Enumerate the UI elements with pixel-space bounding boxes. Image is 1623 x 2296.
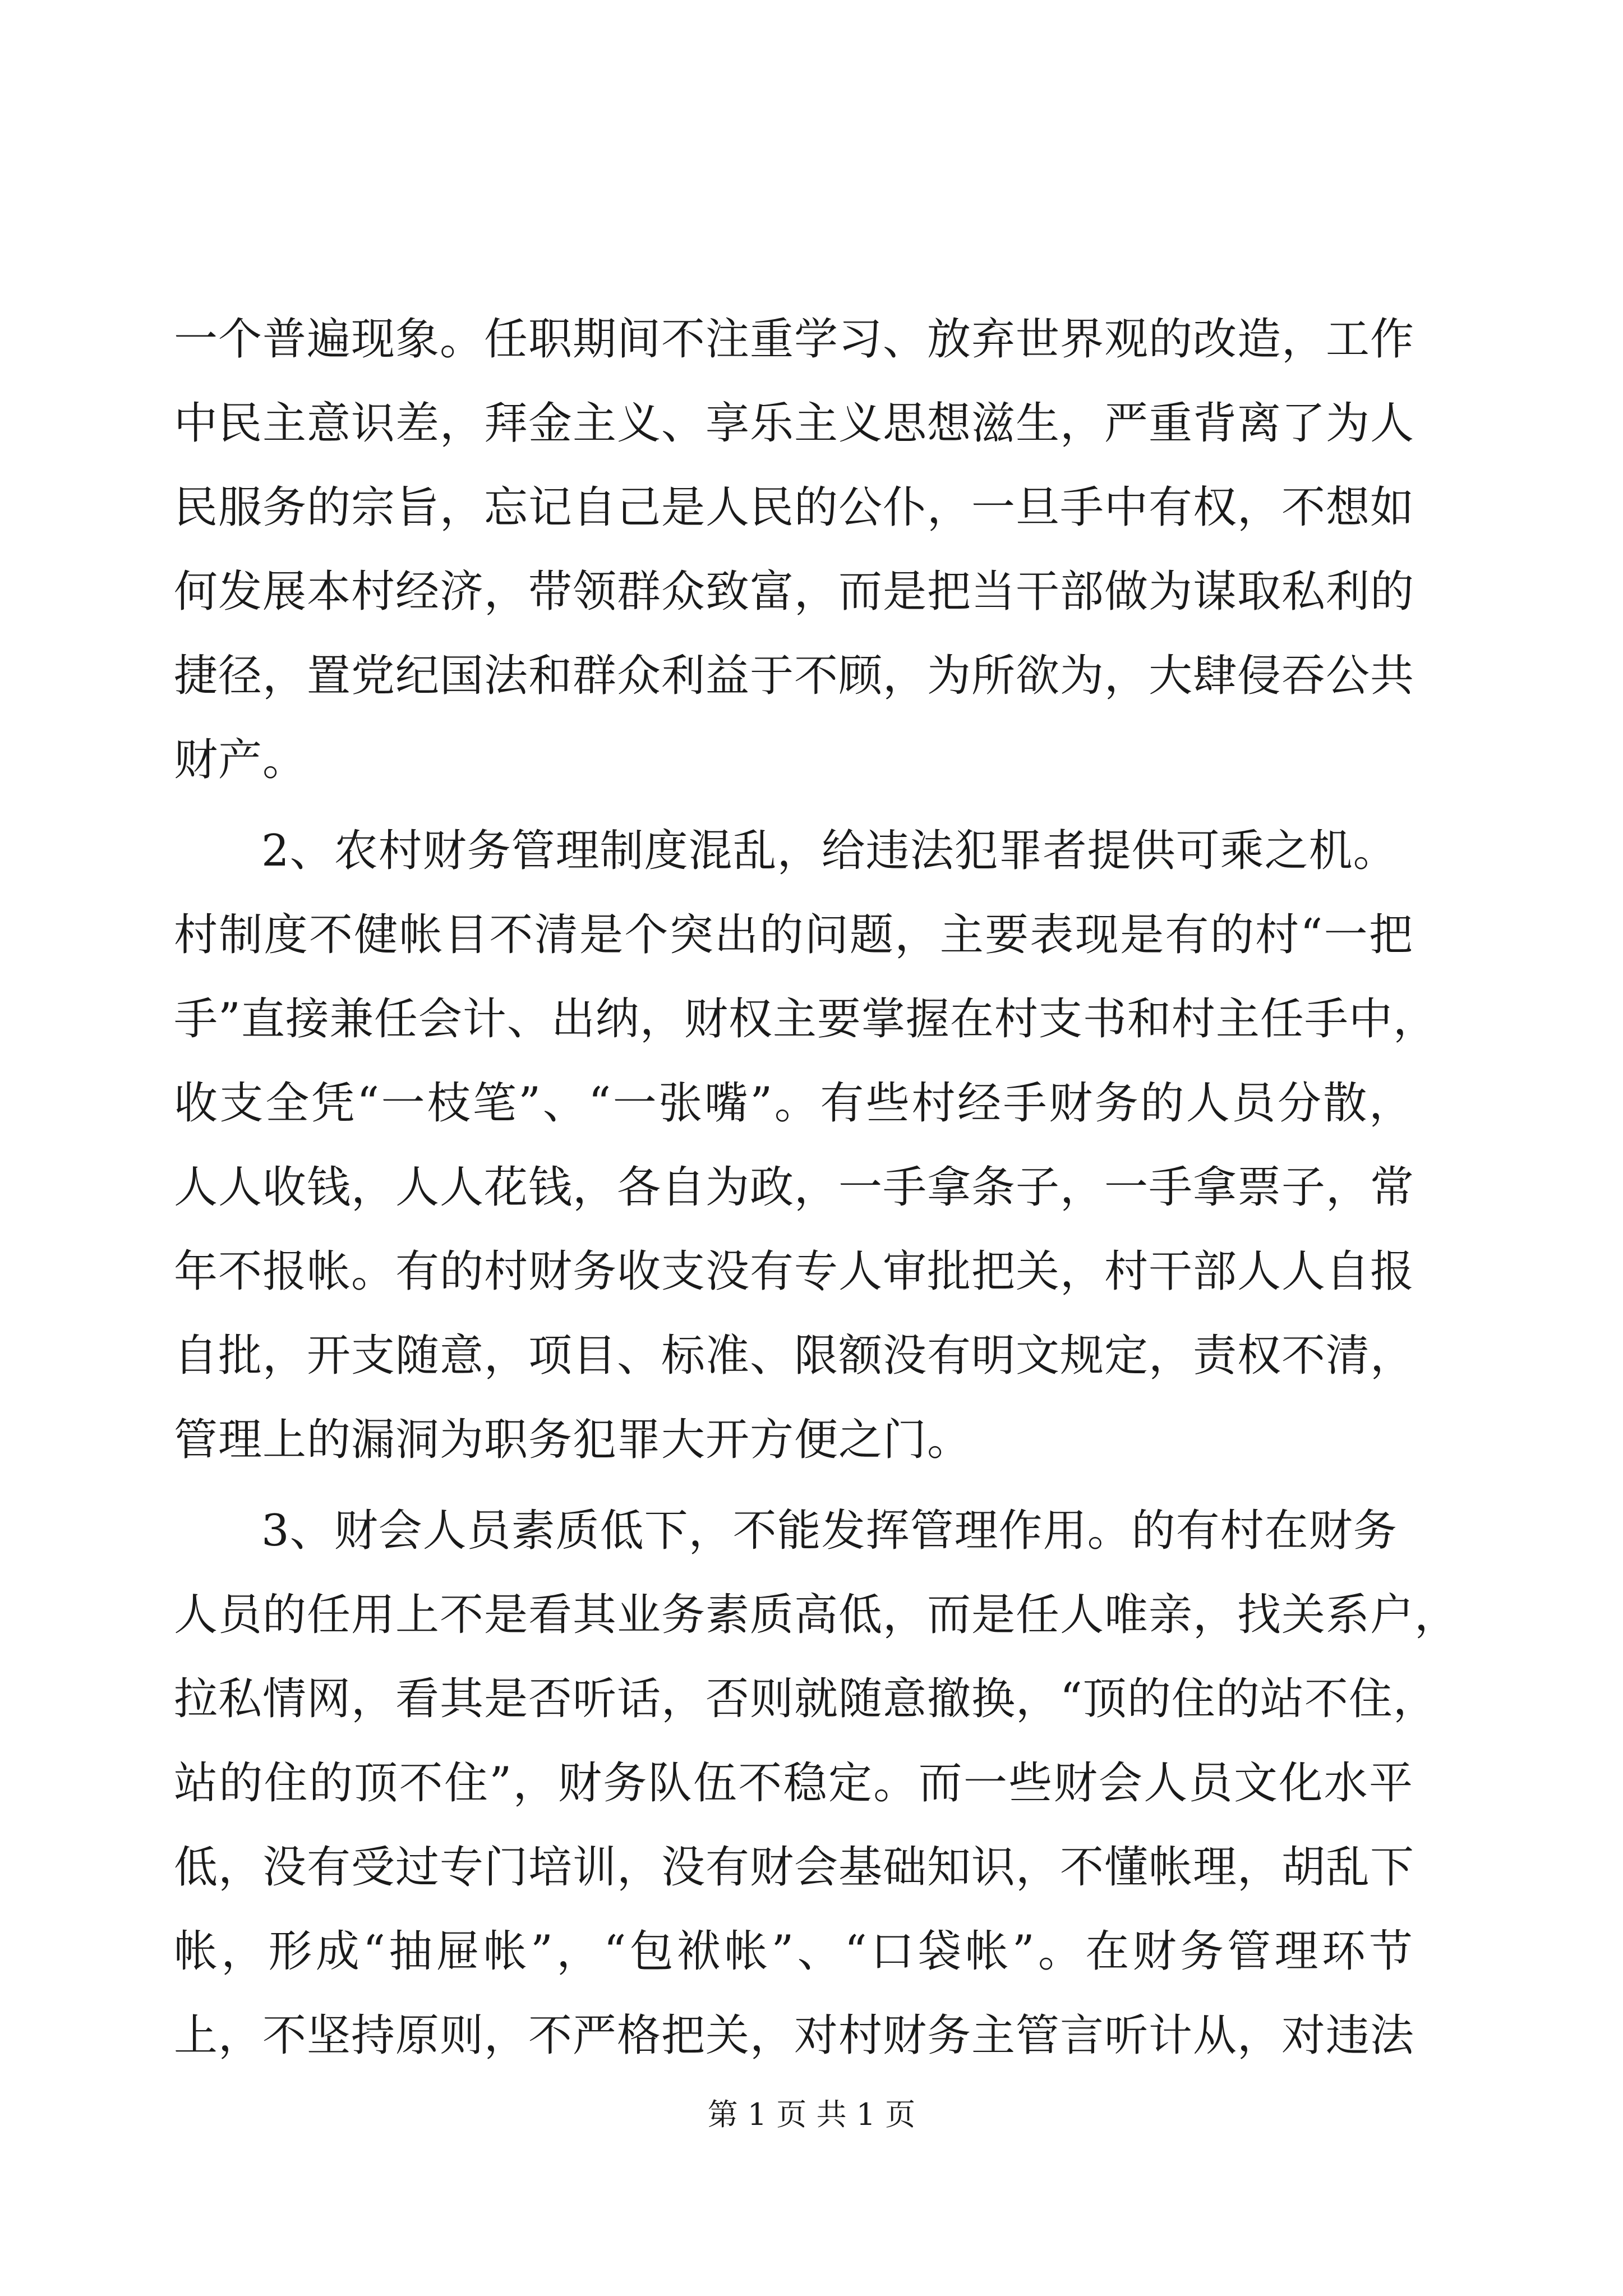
text-line: 何发展本村经济，带领群众致富，而是把当干部做为谋取私利的 bbox=[174, 567, 1415, 617]
text-line: 民服务的宗旨，忘记自己是人民的公仆，一旦手中有权，不想如 bbox=[174, 482, 1415, 533]
document-body bbox=[174, 297, 1459, 2078]
paragraph-1 bbox=[174, 297, 1413, 802]
paragraph-spacing bbox=[174, 1482, 1413, 1489]
text-line: 站的住的顶不住”，财务队伍不稳定。而一些财会人员文化水平 bbox=[174, 1758, 1413, 1809]
page-footer bbox=[0, 2095, 1623, 2134]
text-line: 手”直接兼任会计、出纳，财权主要掌握在村支书和村主任手中， bbox=[174, 994, 1437, 1045]
text-line: 3、财会人员素质低下，不能发挥管理作用。的有村在财务 bbox=[261, 1506, 1398, 1556]
text-line: 捷径，置党纪国法和群众利益于不顾，为所欲为，大肆侵吞公共 bbox=[174, 651, 1415, 701]
text-line: 低，没有受过专门培训，没有财会基础知识，不懂帐理，胡乱下 bbox=[174, 1842, 1415, 1893]
text-line: 财产。 bbox=[174, 735, 307, 785]
text-line: 一个普遍现象。任职期间不注重学习、放弃世界观的改造，工作 bbox=[174, 314, 1415, 365]
paragraph-2 bbox=[174, 809, 1437, 1482]
text-line: 管理上的漏洞为职务犯罪大开方便之门。 bbox=[174, 1415, 972, 1465]
text-line: 拉私情网，看其是否听话，否则就随意撤换，“顶的住的站不住， bbox=[174, 1674, 1437, 1724]
text-line: 2、农村财务管理制度混乱，给违法犯罪者提供可乘之机。 bbox=[261, 826, 1398, 876]
text-line: 上，不坚持原则，不严格把关，对村财务主管言听计从，对违法 bbox=[174, 2010, 1415, 2061]
text-line: 收支全凭“一枝笔”、“一张嘴”。有些村经手财务的人员分散， bbox=[174, 1078, 1413, 1129]
text-line: 年不报帐。有的村财务收支没有专人审批把关，村干部人人自报 bbox=[174, 1246, 1415, 1297]
text-line: 人员的任用上不是看其业务素质高低，而是任人唯亲，找关系户， bbox=[174, 1590, 1459, 1640]
paragraph-spacing bbox=[174, 802, 1413, 809]
paragraph-3 bbox=[174, 1489, 1459, 2078]
text-line: 帐，形成“抽屉帐”，“包袱帐”、“口袋帐”。在财务管理环节 bbox=[174, 1926, 1413, 1977]
text-line: 人人收钱，人人花钱，各自为政，一手拿条子，一手拿票子，常 bbox=[174, 1162, 1415, 1213]
text-line: 自批，开支随意，项目、标准、限额没有明文规定，责权不清， bbox=[174, 1331, 1415, 1381]
text-line: 村制度不健帐目不清是个突出的问题，主要表现是有的村“一把 bbox=[174, 910, 1413, 960]
page-number-label: 第 1 页 共 1 页 bbox=[707, 2097, 916, 2132]
text-line: 中民主意识差，拜金主义、享乐主义思想滋生，严重背离了为人 bbox=[174, 398, 1415, 449]
